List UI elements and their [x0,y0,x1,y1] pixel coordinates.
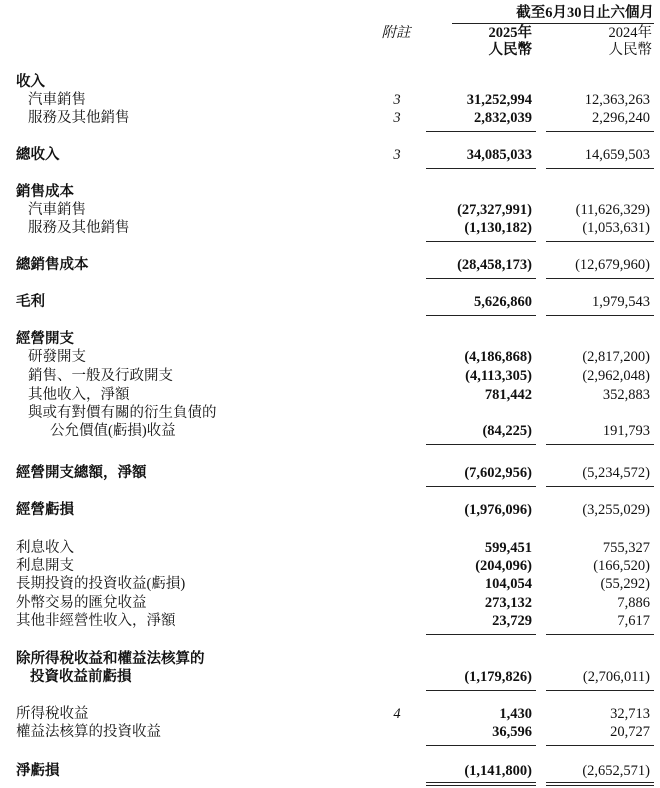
row-value-2025: (27,327,991) [457,202,532,218]
subtotal-rule [546,241,654,242]
subtotal-rule [546,168,654,169]
row-value-2024: (5,234,572) [582,465,650,481]
row-value-2025: (1,179,826) [464,669,532,685]
row-value-2024: 352,883 [602,387,650,403]
row-label: 其他收入，淨額 [28,387,130,403]
row-value-2025: 36,596 [492,724,532,740]
subtotal-rule [546,690,654,691]
row-value-2024: 755,327 [602,540,650,556]
row-label: 研發開支 [28,349,86,365]
subtotal-rule [546,745,654,746]
row-value-2025: 5,626,860 [474,294,532,310]
subtotal-rule [426,131,536,132]
row-value-2024: 191,793 [602,423,650,439]
row-value-2024: 7,617 [617,613,650,629]
col-2025-year: 2025年 [488,25,532,41]
col-2024-year: 2024年 [608,25,652,41]
row-value-2025: 2,832,039 [474,110,532,126]
row-label: 經營開支總額，淨額 [16,465,147,481]
section-revenue: 收入 [16,74,45,90]
row-label: 服務及其他銷售 [28,220,130,236]
total-double-rule [546,785,654,786]
total-double-rule [546,782,654,783]
subtotal-rule [426,168,536,169]
row-value-2025: (4,113,305) [465,368,532,384]
row-value-2025: (7,602,956) [464,465,532,481]
row-label: 外幣交易的匯兌收益 [16,595,147,611]
row-value-2025: 23,729 [492,613,532,629]
row-value-2025: (1,141,800) [464,763,532,779]
row-value-2024: (2,706,011) [582,669,650,685]
subtotal-rule [546,131,654,132]
row-label: 長期投資的投資收益(虧損) [16,576,186,592]
row-label: 公允價值(虧損)收益 [50,423,176,439]
row-value-2024: (55,292) [600,576,650,592]
subtotal-rule [426,241,536,242]
total-double-rule [426,782,536,783]
row-value-2024: 1,979,543 [592,294,650,310]
period-header: 截至6月30日止六個月 [516,5,654,21]
subtotal-rule [426,745,536,746]
row-value-2025: 34,085,033 [466,147,532,163]
row-label: 總銷售成本 [16,257,89,273]
row-value-2024: (2,817,200) [582,349,650,365]
subtotal-rule [426,634,536,635]
row-value-2024: (2,962,048) [582,368,650,384]
subtotal-rule [546,634,654,635]
row-note: 4 [393,706,401,722]
row-label: 經營虧損 [16,502,74,518]
row-value-2024: 20,727 [610,724,650,740]
row-value-2025: 599,451 [484,540,532,556]
row-label: 利息收入 [16,540,74,556]
row-label: 總收入 [16,147,60,163]
row-label: 與或有對價有關的衍生負債的 [28,405,217,421]
row-value-2025: (1,976,096) [464,502,532,518]
row-value-2024: (3,255,029) [582,502,650,518]
row-note: 3 [393,110,401,126]
row-note: 3 [393,147,401,163]
subtotal-rule [426,278,536,279]
row-value-2024: 32,713 [610,706,650,722]
row-value-2024: (11,626,329) [575,202,650,218]
row-value-2025: 104,054 [484,576,532,592]
row-label: 銷售、一般及行政開支 [28,368,173,384]
subtotal-rule [426,486,536,487]
row-label: 其他非經營性收入，淨額 [16,613,176,629]
row-label: 除所得稅收益和權益法核算的 [16,651,205,667]
row-value-2025: 1,430 [499,706,532,722]
row-value-2024: (166,520) [593,558,650,574]
subtotal-rule [426,444,536,445]
row-label: 所得稅收益 [16,706,89,722]
row-value-2025: (84,225) [482,423,532,439]
row-label: 權益法核算的投資收益 [16,724,161,740]
row-value-2025: (1,130,182) [464,220,532,236]
row-value-2024: 2,296,240 [592,110,650,126]
row-value-2024: (1,053,631) [582,220,650,236]
row-value-2025: (204,096) [475,558,532,574]
row-value-2024: 7,886 [617,595,650,611]
row-label: 投資收益前虧損 [30,669,132,685]
total-double-rule [426,785,536,786]
col-2024-unit: 人民幣 [608,42,652,58]
subtotal-rule [546,486,654,487]
section-operating-expenses: 經營開支 [16,331,74,347]
subtotal-rule [426,315,536,316]
row-label: 毛利 [16,294,45,310]
row-label: 淨虧損 [16,763,60,779]
col-2025-unit: 人民幣 [488,42,532,58]
row-value-2024: 14,659,503 [584,147,650,163]
row-value-2024: 12,363,263 [584,92,650,108]
row-value-2025: 781,442 [484,387,532,403]
row-label: 汽車銷售 [28,202,86,218]
row-value-2024: (12,679,960) [575,257,650,273]
row-value-2024: (2,652,571) [582,763,650,779]
row-value-2025: (4,186,868) [464,349,532,365]
row-value-2025: 273,132 [484,595,532,611]
subtotal-rule [546,315,654,316]
subtotal-rule [426,690,536,691]
row-value-2025: (28,458,173) [457,257,532,273]
subtotal-rule [546,444,654,445]
section-cost-of-sales: 銷售成本 [16,184,74,200]
row-note: 3 [393,92,401,108]
row-value-2025: 31,252,994 [466,92,532,108]
row-label: 利息開支 [16,558,74,574]
row-label: 汽車銷售 [28,92,86,108]
note-column-header: 附註 [381,25,411,41]
subtotal-rule [546,278,654,279]
row-label: 服務及其他銷售 [28,110,130,126]
